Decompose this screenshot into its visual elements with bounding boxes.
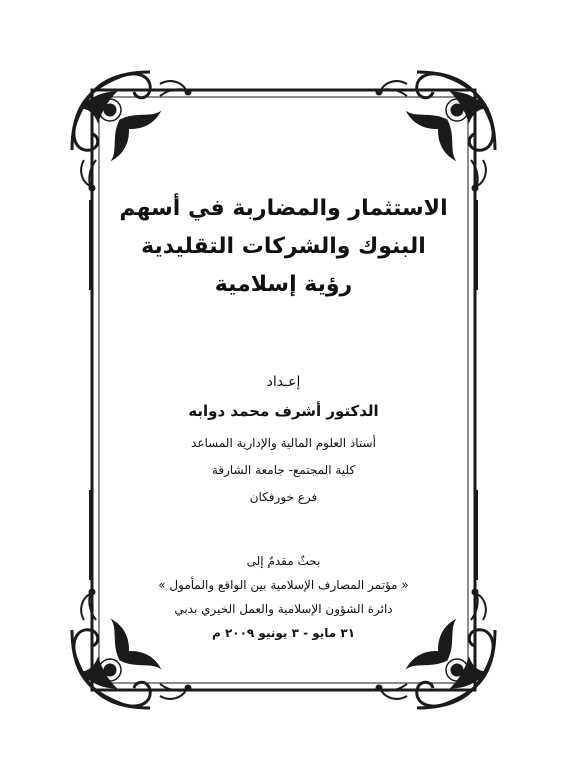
author-details [110,430,457,511]
author-name: الدكتور أشرف محمد دوابه [188,402,379,420]
author-position: أستاذ العلوم المالية والإدارية المساعد [191,436,376,450]
author-branch: فرع خورفكان [249,490,318,504]
title-line-2: البنوك والشركات التقليدية [141,234,426,259]
organizer-name: دائرة الشؤون الإسلامية والعمل الخيري بدبي [174,602,393,616]
prepared-by-label: إعـداد [266,374,301,390]
title-line-1: الاستثمار والمضاربة في أسهم [119,196,448,221]
presented-to-label: بحثٌ مقدمٌ إلى [246,554,321,568]
conference-date: ٣١ مايو - ٣ يونيو ٢٠٠٩ م [211,626,356,640]
cover-content [110,190,457,645]
title-line-3: رؤية إسلامية [214,272,353,297]
conference-name: « مؤتمر المصارف الإسلامية بين الواقع والمأمول » [158,578,409,592]
author-college: كلية المجتمع- جامعة الشارقة [211,463,356,477]
research-info [110,549,457,645]
title-block [110,190,457,304]
